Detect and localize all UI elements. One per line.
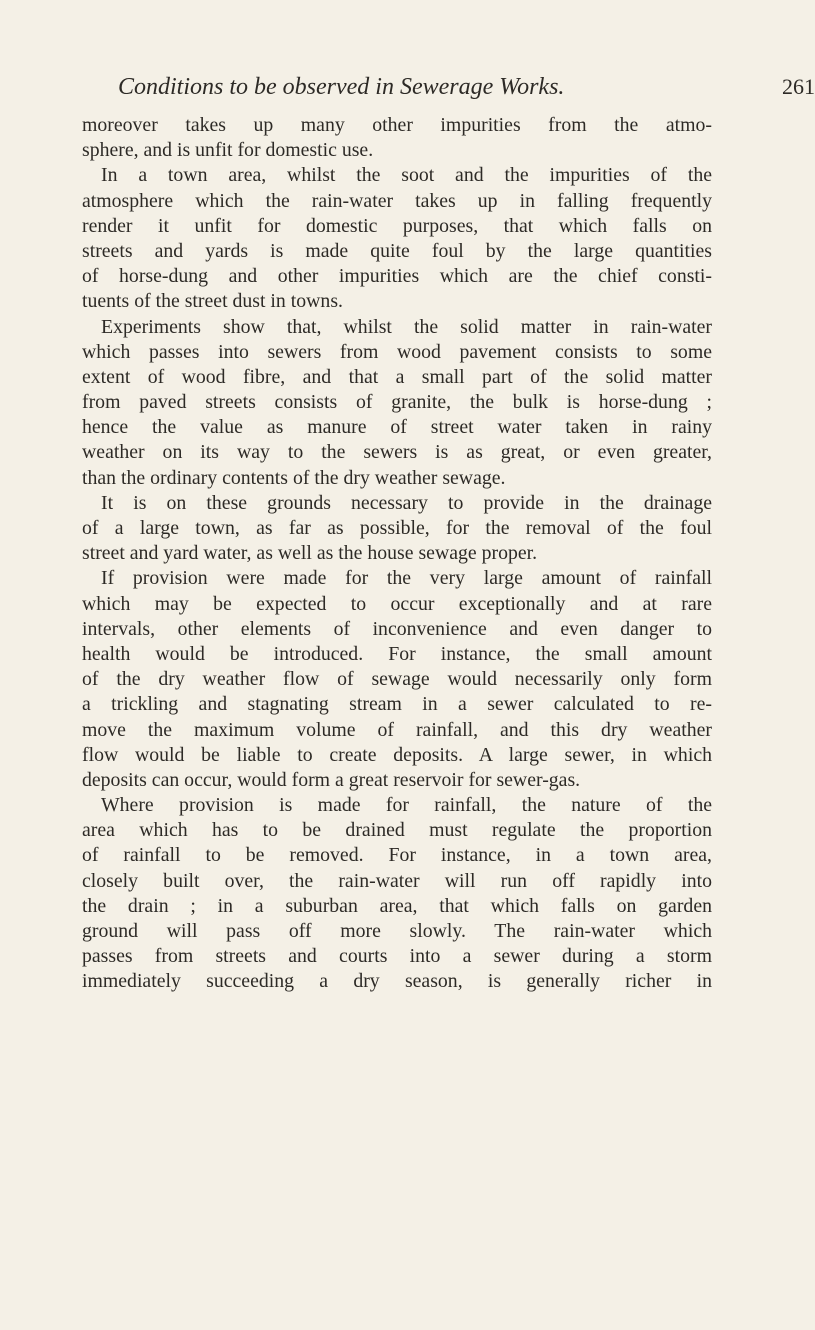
text-line: It is on these grounds necessary to provide in the drainage bbox=[101, 491, 712, 514]
page-number: 261 bbox=[782, 74, 815, 99]
text-line: atmosphere which the rain-water takes up in falling frequently bbox=[82, 189, 712, 212]
text-line: moreover takes up many other impurities from the atmo- bbox=[82, 114, 712, 136]
text-line: intervals, other elements of inconvenience and even danger to bbox=[82, 617, 712, 640]
text-line: the drain ; in a suburban area, that which falls on garden bbox=[82, 894, 712, 917]
text-line: than the ordinary contents of the dry weather sewage. bbox=[82, 466, 506, 489]
text-line: of a large town, as far as possible, for the removal of the foul bbox=[82, 517, 712, 539]
text-line: tuents of the street dust in towns. bbox=[82, 290, 343, 313]
body-text bbox=[82, 113, 712, 995]
text-line: sphere, and is unfit for domestic use. bbox=[82, 139, 374, 162]
text-line: which may be expected to occur exceptionally and at rare bbox=[82, 592, 712, 615]
text-line: health would be introduced. For instance, the small amount bbox=[82, 642, 712, 665]
text-line: of horse-dung and other impurities which are the chief consti- bbox=[82, 265, 712, 288]
text-line: ground will pass off more slowly. The rain-water which bbox=[82, 920, 712, 942]
text-line: move the maximum volume of rainfall, and this dry weather bbox=[82, 718, 712, 741]
text-line: of the dry weather flow of sewage would necessarily only form bbox=[82, 668, 712, 691]
text-line: a trickling and stagnating stream in a sewer calculated to re- bbox=[82, 693, 712, 716]
text-line: from paved streets consists of granite, the bulk is horse-dung ; bbox=[82, 391, 712, 414]
text-line: streets and yards is made quite foul by the large quantities bbox=[82, 239, 712, 262]
text-line: which passes into sewers from wood pavement consists to some bbox=[82, 340, 712, 363]
text-line: street and yard water, as well as the house sewage proper. bbox=[82, 542, 538, 565]
text-line: render it unfit for domestic purposes, that which falls on bbox=[82, 214, 712, 237]
text-line: immediately succeeding a dry season, is generally richer in bbox=[82, 970, 712, 993]
text-line: If provision were made for the very large amount of rainfall bbox=[101, 567, 712, 590]
text-line: hence the value as manure of street water taken in rainy bbox=[82, 416, 712, 439]
text-line: area which has to be drained must regulate the proportion bbox=[82, 819, 712, 842]
text-line: of rainfall to be removed. For instance, in a town area, bbox=[82, 844, 712, 867]
text-line: deposits can occur, would form a great reservoir for sewer-gas. bbox=[82, 768, 581, 791]
text-line: Experiments show that, whilst the solid matter in rain-water bbox=[101, 315, 712, 338]
text-line: passes from streets and courts into a sewer during a storm bbox=[82, 945, 712, 968]
text-line: closely built over, the rain-water will run off rapidly into bbox=[82, 869, 712, 892]
text-line: weather on its way to the sewers is as great, or even greater, bbox=[82, 441, 712, 464]
running-head bbox=[118, 70, 815, 104]
text-line: flow would be liable to create deposits. A large sewer, in which bbox=[82, 743, 712, 766]
text-line: In a town area, whilst the soot and the impurities of the bbox=[101, 164, 712, 187]
running-title: Conditions to be observed in Sewerage Works. bbox=[118, 74, 565, 100]
text-line: Where provision is made for rainfall, the nature of the bbox=[101, 794, 712, 817]
text-line: extent of wood fibre, and that a small part of the solid matter bbox=[82, 365, 712, 388]
